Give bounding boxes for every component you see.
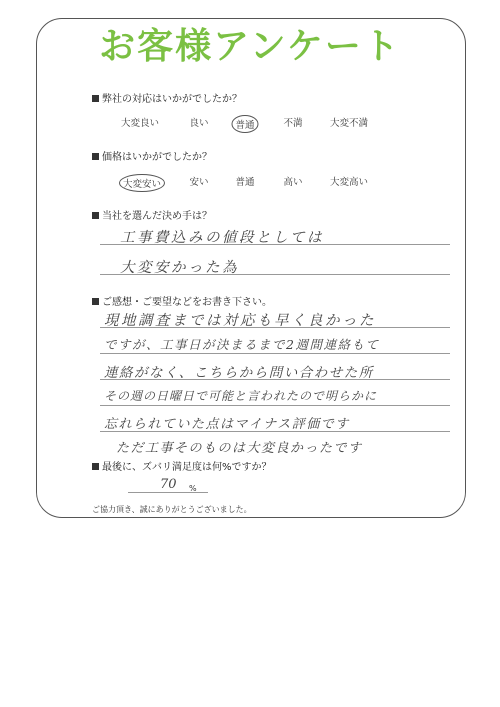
q4-answer-line-1: 現地調査までは対応も早く良かった	[104, 313, 376, 329]
square-bullet-icon	[92, 298, 99, 305]
q1-option-1[interactable]: 大変良い	[120, 118, 160, 129]
q1-option-3-selected[interactable]: 普通	[231, 115, 258, 133]
q2-option-4[interactable]: 高い	[283, 177, 303, 188]
square-bullet-icon	[92, 153, 99, 160]
q2-option-1-selected[interactable]: 大変安い	[119, 174, 165, 192]
question-4-label: ご感想・ご要望などをお書き下さい。	[102, 297, 272, 308]
question-5-label: 最後に、ズバリ満足度は何%ですか？	[102, 462, 272, 473]
question-1-label: 弊社の対応はいかがでしたか？	[102, 94, 242, 105]
thanks-message: ご協力頂き、誠にありがとうございました。	[92, 505, 252, 514]
answer-line	[100, 353, 450, 354]
q1-option-2[interactable]: 良い	[189, 118, 209, 129]
question-4	[92, 293, 272, 308]
square-bullet-icon	[92, 212, 99, 219]
q1-option-4[interactable]: 不満	[283, 118, 303, 129]
q4-answer-line-2: ですが、工事日が決まるまで2週間連絡もて	[104, 337, 380, 352]
q3-answer-line-2: 大変安かった為	[120, 260, 239, 276]
q4-answer-line-3: 連絡がなく、こちらから問い合わせた所	[104, 365, 374, 381]
percent-unit: %	[189, 484, 197, 493]
q4-answer-line-4: その週の日曜日で可能と言われたので明らかに	[104, 389, 378, 403]
question-2-label: 価格はいかがでしたか？	[102, 152, 212, 163]
question-5	[92, 458, 272, 473]
question-3	[92, 207, 212, 222]
q2-option-5[interactable]: 大変高い	[329, 177, 369, 188]
question-3-label: 当社を選んだ決め手は？	[102, 211, 212, 222]
q1-option-5[interactable]: 大変不満	[329, 118, 369, 129]
q3-answer-line-1: 工事費込みの値段としては	[120, 230, 324, 246]
q2-option-3[interactable]: 普通	[235, 177, 255, 188]
survey-title: お客様アンケート	[99, 26, 401, 67]
question-2	[92, 148, 212, 163]
satisfaction-value[interactable]: 70	[160, 477, 177, 492]
question-1	[92, 90, 242, 105]
q4-answer-line-6: ただ工事そのものは大変良かったです	[116, 441, 363, 456]
q2-option-2[interactable]: 安い	[189, 177, 209, 188]
q4-answer-line-5: 忘れられていた点はマイナス評価です	[104, 417, 350, 432]
square-bullet-icon	[92, 463, 99, 470]
square-bullet-icon	[92, 95, 99, 102]
answer-line	[100, 405, 450, 406]
